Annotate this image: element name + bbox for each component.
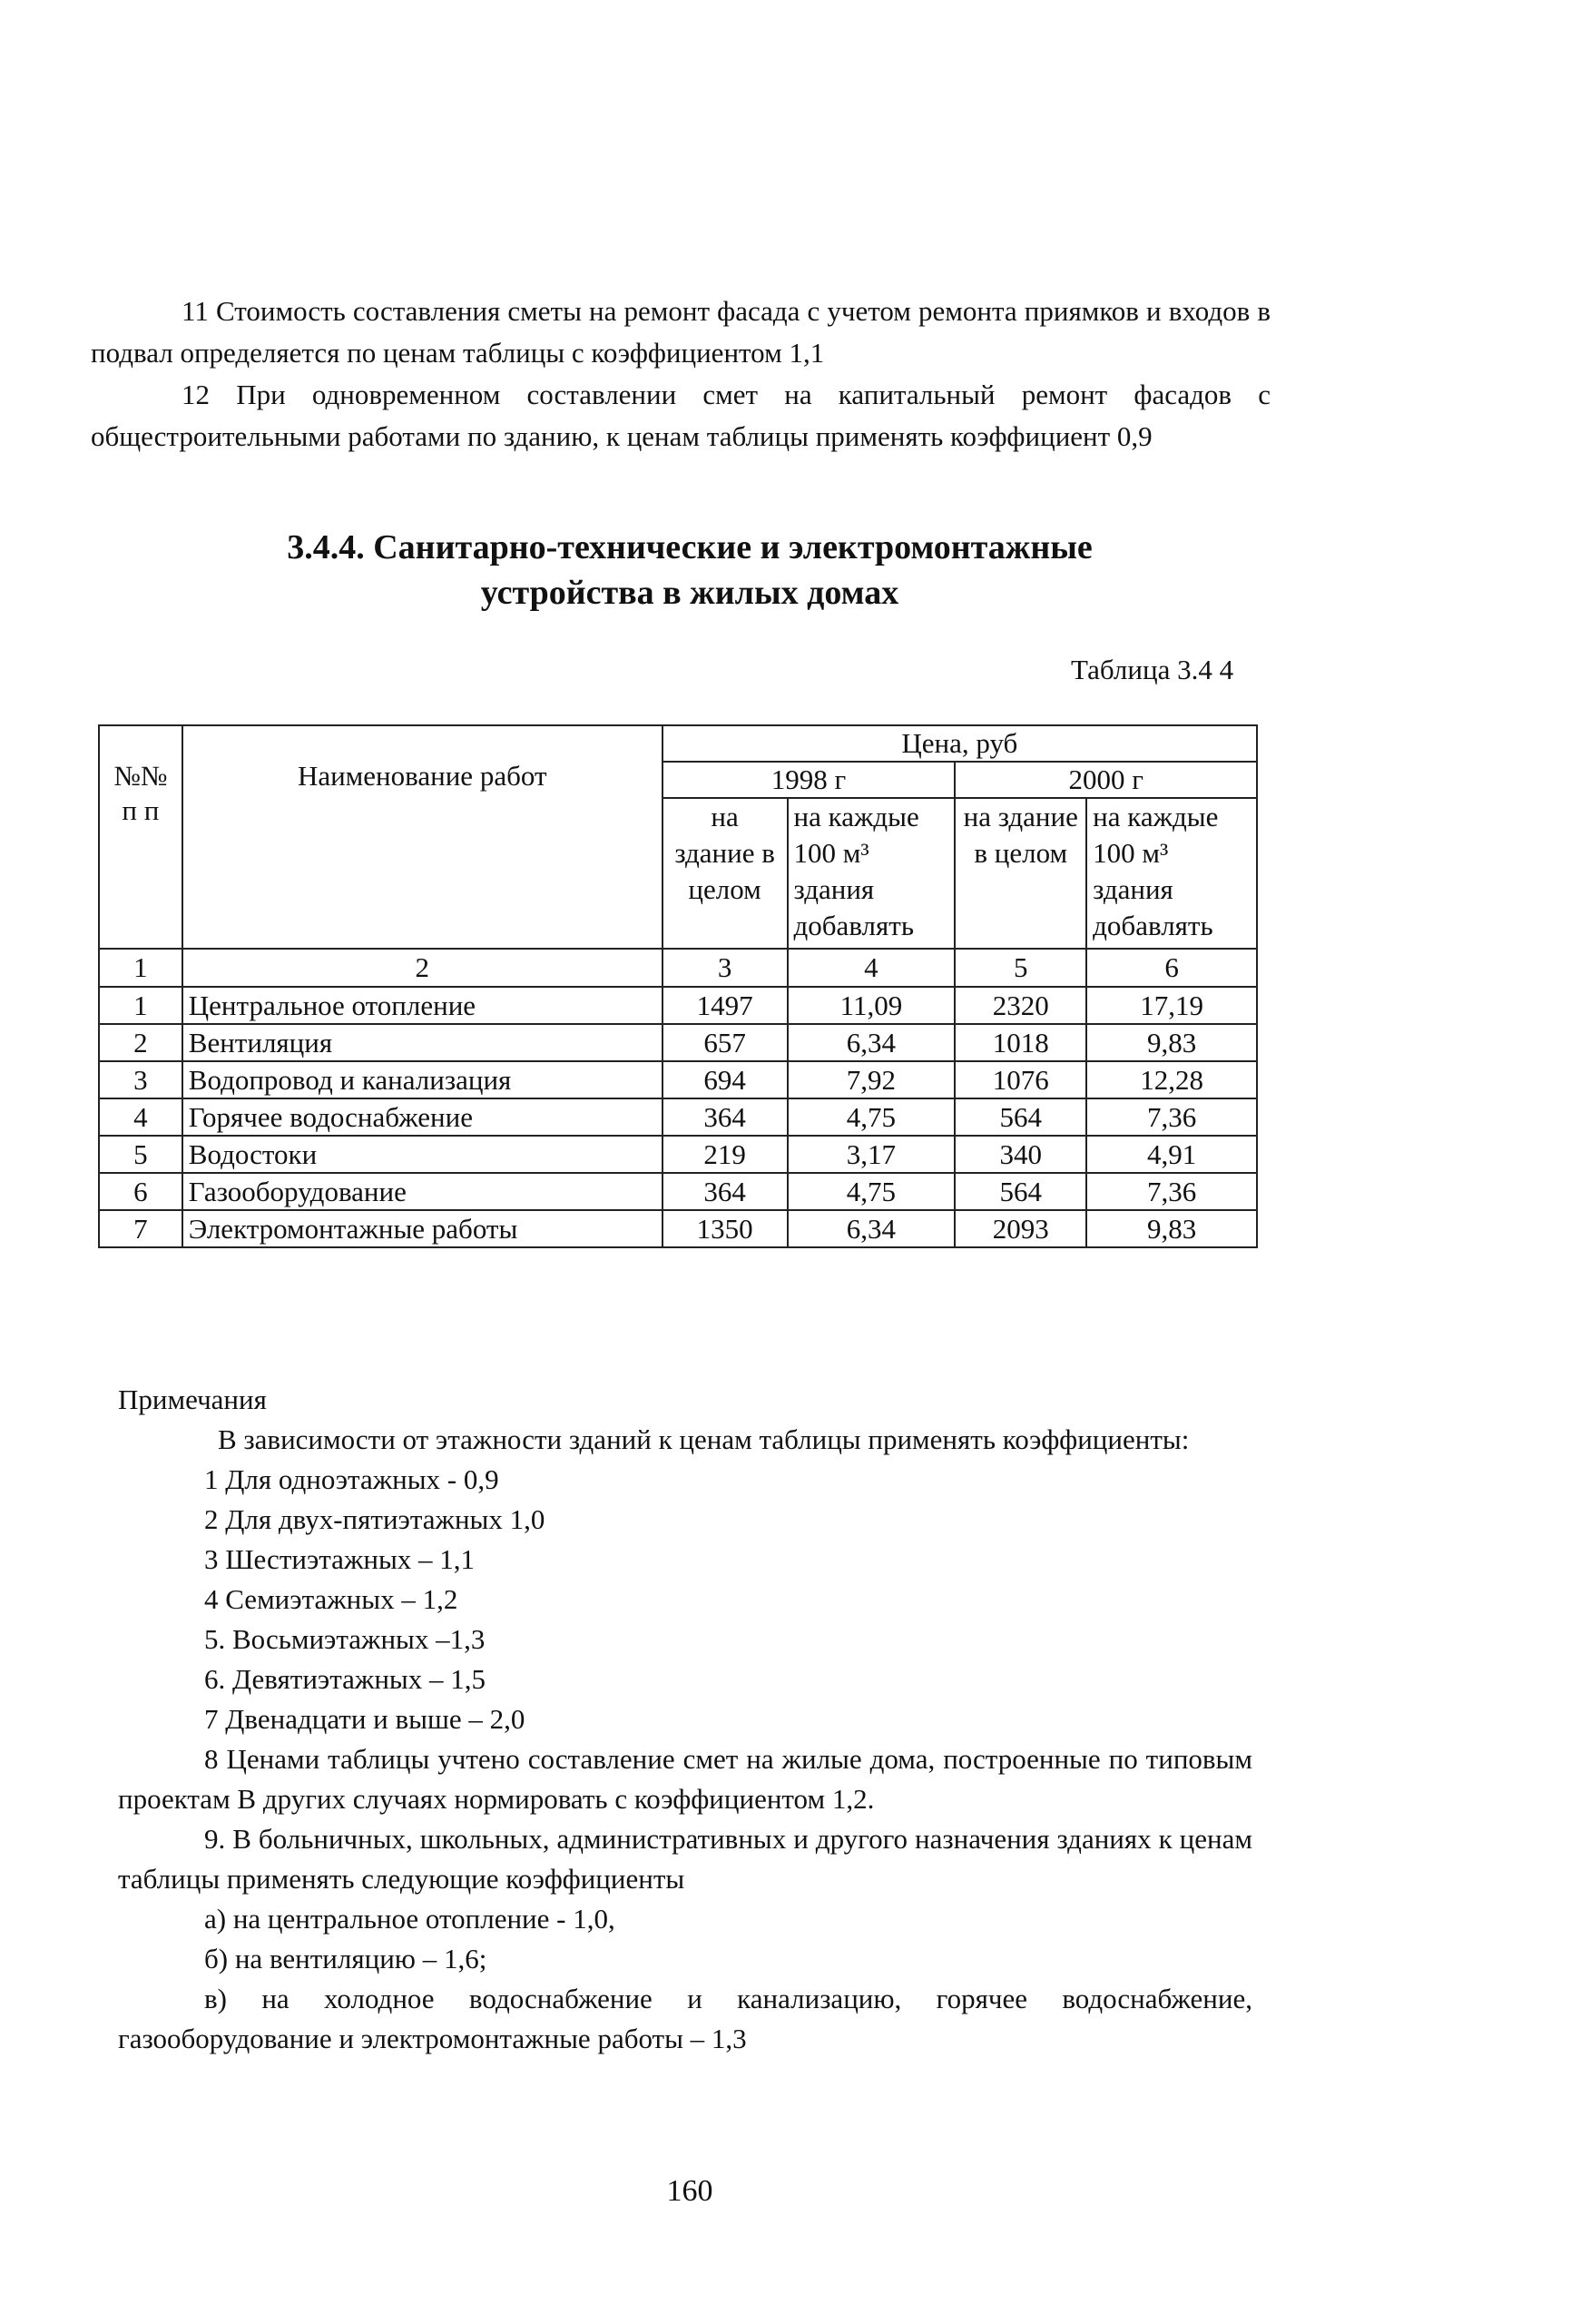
header-num: №№ п п xyxy=(99,725,182,949)
header-price: Цена, руб xyxy=(662,725,1257,762)
section-title xyxy=(0,525,1379,615)
price-1998: 1350 xyxy=(662,1210,788,1247)
column-number-row xyxy=(99,949,1257,987)
row-number: 5 xyxy=(99,1136,182,1173)
add-2000: 9,83 xyxy=(1086,1210,1257,1247)
price-2000: 1076 xyxy=(955,1061,1086,1098)
header-name: Наименование работ xyxy=(182,725,662,949)
note-item: 6. Девятиэтажных – 1,5 xyxy=(204,1663,486,1695)
price-1998: 657 xyxy=(662,1024,788,1061)
add-2000: 17,19 xyxy=(1086,987,1257,1024)
notes-heading: Примечания xyxy=(118,1384,267,1415)
add-1998: 11,09 xyxy=(788,987,956,1024)
page-number: 160 xyxy=(666,2174,713,2208)
notes-section xyxy=(118,1380,1252,2059)
section-title-line2: устройства в жилых домах xyxy=(480,574,899,612)
price-2000: 2320 xyxy=(955,987,1086,1024)
row-number: 2 xyxy=(99,1024,182,1061)
intro-paragraphs xyxy=(91,290,1271,458)
col-number: 5 xyxy=(955,949,1086,987)
add-1998: 6,34 xyxy=(788,1210,956,1247)
add-1998: 4,75 xyxy=(788,1173,956,1210)
row-number: 3 xyxy=(99,1061,182,1098)
header-col4: на каждые 100 м³ здания добавлять xyxy=(788,798,956,949)
note-item: 4 Семиэтажных – 1,2 xyxy=(204,1583,458,1615)
price-table xyxy=(98,724,1258,1248)
table-row xyxy=(99,1098,1257,1136)
col-number: 3 xyxy=(662,949,788,987)
table-label: Таблица 3.4 4 xyxy=(1071,654,1234,685)
row-number: 1 xyxy=(99,987,182,1024)
price-1998: 694 xyxy=(662,1061,788,1098)
work-name: Вентиляция xyxy=(182,1024,662,1061)
col-number: 2 xyxy=(182,949,662,987)
add-1998: 7,92 xyxy=(788,1061,956,1098)
row-number: 4 xyxy=(99,1098,182,1136)
price-2000: 564 xyxy=(955,1098,1086,1136)
price-2000: 1018 xyxy=(955,1024,1086,1061)
work-name: Центральное отопление xyxy=(182,987,662,1024)
add-1998: 4,75 xyxy=(788,1098,956,1136)
row-number: 7 xyxy=(99,1210,182,1247)
note-9a: а) на центральное отопление - 1,0, xyxy=(204,1903,615,1935)
work-name: Горячее водоснабжение xyxy=(182,1098,662,1136)
table-row xyxy=(99,987,1257,1024)
note-item: 7 Двенадцати и выше – 2,0 xyxy=(204,1703,525,1735)
table-row xyxy=(99,1210,1257,1247)
note-item: 1 Для одноэтажных - 0,9 xyxy=(204,1463,499,1495)
note-item: 5. Восьмиэтажных –1,3 xyxy=(204,1623,486,1655)
table-row xyxy=(99,1061,1257,1098)
table-row xyxy=(99,1136,1257,1173)
paragraph-12: 12 При одновременном составлении смет на капитальный ремонт фасадов с общестроительными работами по зданию, к ценам таблицы применять коэффициент 0,9 xyxy=(91,379,1271,452)
paragraph-11: 11 Стоимость составления сметы на ремонт фасада с учетом ремонта приямков и входов в подвал определяется по ценам таблицы с коэффициентом 1,1 xyxy=(91,295,1271,369)
row-number: 6 xyxy=(99,1173,182,1210)
price-2000: 564 xyxy=(955,1173,1086,1210)
section-title-line1: 3.4.4. Санитарно-технические и электромонтажные xyxy=(287,528,1093,566)
col-number: 1 xyxy=(99,949,182,987)
note-8: 8 Ценами таблицы учтено составление смет на жилые дома, построенные по типовым проектам В других случаях нормировать с коэффициентом 1,2. xyxy=(118,1743,1252,1815)
work-name: Водопровод и канализация xyxy=(182,1061,662,1098)
note-item: 3 Шестиэтажных – 1,1 xyxy=(204,1543,476,1575)
col-number: 4 xyxy=(788,949,956,987)
price-1998: 219 xyxy=(662,1136,788,1173)
work-name: Электромонтажные работы xyxy=(182,1210,662,1247)
col-number: 6 xyxy=(1086,949,1257,987)
price-1998: 364 xyxy=(662,1098,788,1136)
table-row xyxy=(99,1173,1257,1210)
header-col3: на здание в целом xyxy=(662,798,788,949)
work-name: Газооборудование xyxy=(182,1173,662,1210)
add-2000: 7,36 xyxy=(1086,1098,1257,1136)
note-9b: б) на вентиляцию – 1,6; xyxy=(204,1943,487,1974)
price-1998: 364 xyxy=(662,1173,788,1210)
table-row xyxy=(99,1024,1257,1061)
add-1998: 6,34 xyxy=(788,1024,956,1061)
header-1998: 1998 г xyxy=(662,762,956,798)
add-1998: 3,17 xyxy=(788,1136,956,1173)
header-col6: на каждые 100 м³ здания добавлять xyxy=(1086,798,1257,949)
note-item: 2 Для двух-пятиэтажных 1,0 xyxy=(204,1503,545,1535)
add-2000: 7,36 xyxy=(1086,1173,1257,1210)
add-2000: 12,28 xyxy=(1086,1061,1257,1098)
work-name: Водостоки xyxy=(182,1136,662,1173)
price-2000: 340 xyxy=(955,1136,1086,1173)
header-col5: на здание в целом xyxy=(955,798,1086,949)
note-9: 9. В больничных, школьных, административных и другого назначения зданиях к ценам таблицы применять следующие коэффициенты xyxy=(118,1823,1252,1895)
price-1998: 1497 xyxy=(662,987,788,1024)
note-9c: в) на холодное водоснабжение и канализацию, горячее водоснабжение, газооборудование и электромонтажные работы – 1,3 xyxy=(118,1983,1252,2054)
add-2000: 4,91 xyxy=(1086,1136,1257,1173)
header-2000: 2000 г xyxy=(955,762,1257,798)
price-2000: 2093 xyxy=(955,1210,1086,1247)
add-2000: 9,83 xyxy=(1086,1024,1257,1061)
notes-intro: В зависимости от этажности зданий к ценам таблицы применять коэффициенты: xyxy=(218,1423,1190,1455)
